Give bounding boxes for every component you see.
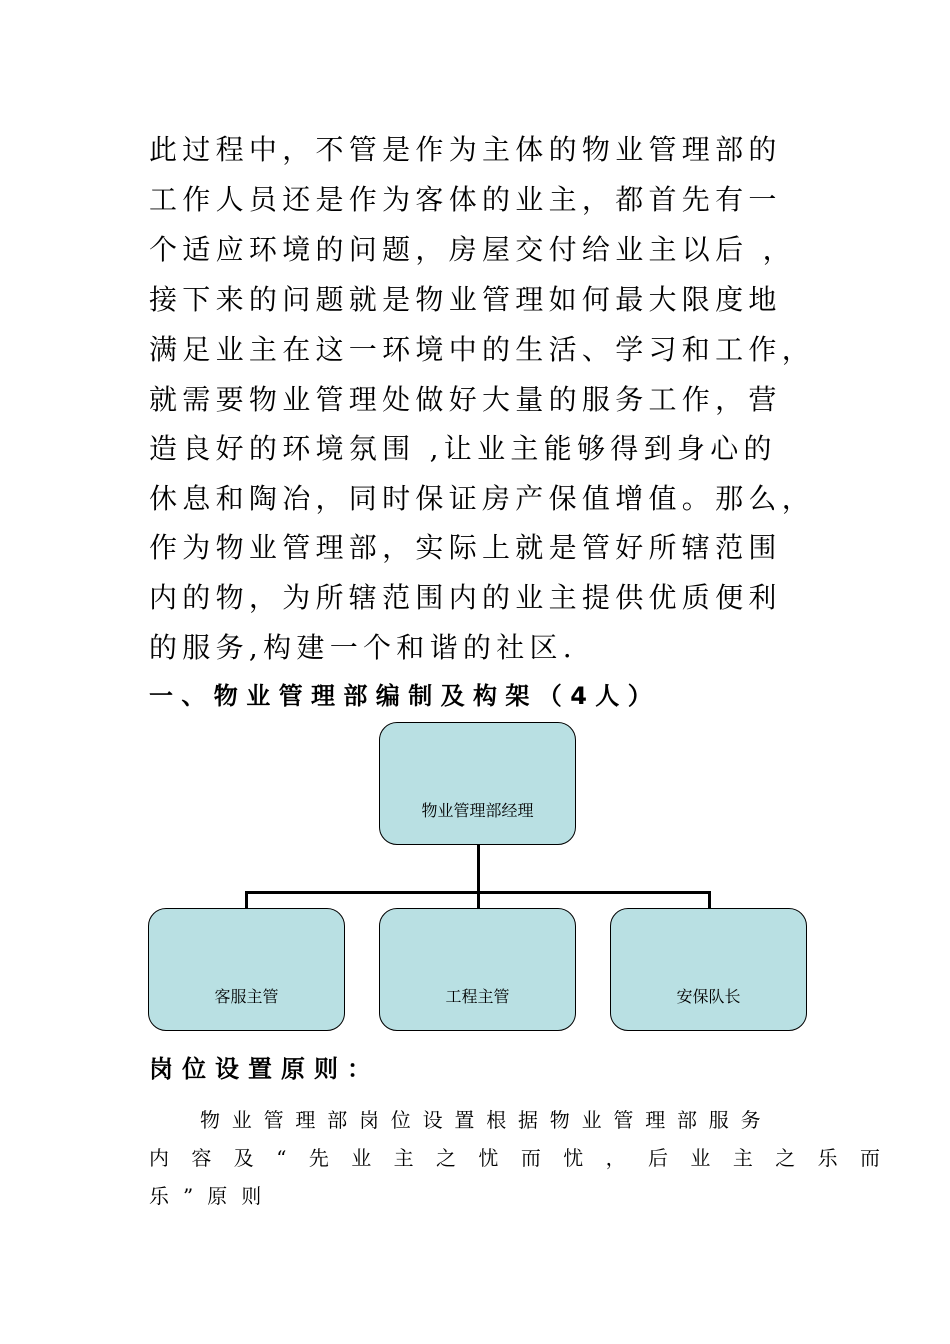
section-heading-principles: 岗位设置原则： (149, 1055, 380, 1083)
principle-line: 物业管理部岗位设置根据物业管理部服务 (200, 1108, 773, 1132)
org-chart (146, 718, 812, 1036)
org-node-label: 工程主管 (445, 987, 510, 1006)
paragraph-line: 满足业主在这一环境中的生活、学习和工作， (149, 333, 816, 366)
paragraph-line: 的服务,构建一个和谐的社区. (149, 631, 578, 664)
paragraph-line: 工作人员还是作为客体的业主，都首先有一 (149, 183, 782, 216)
paragraph-line: 个适应环境的问题，房屋交付给业主以后 ， (149, 233, 796, 266)
connector-right (708, 891, 711, 909)
paragraph-line: 此过程中，不管是作为主体的物业管理部的 (149, 133, 782, 166)
paragraph-line: 内的物，为所辖范围内的业主提供优质便利 (149, 581, 782, 614)
org-node-label: 客服主管 (214, 987, 279, 1006)
paragraph-line: 接下来的问题就是物业管理如何最大限度地 (149, 283, 782, 316)
org-node-label: 物业管理部经理 (421, 801, 534, 820)
paragraph-line: 休息和陶冶，同时保证房产保值增值。那么， (149, 482, 816, 515)
paragraph-line: 作为物业管理部，实际上就是管好所辖范围 (149, 531, 782, 564)
section-heading-structure: 一、物业管理部编制及构架（4人） (149, 682, 661, 710)
org-node-manager (379, 722, 576, 845)
org-node-engineering (379, 908, 576, 1031)
paragraph-line: 就需要物业管理处做好大量的服务工作，营 (149, 383, 782, 416)
org-node-customer-service (148, 908, 345, 1031)
connector-left (245, 891, 248, 909)
org-node-label: 安保队长 (676, 987, 741, 1006)
principle-line: 乐”原则 (149, 1184, 276, 1208)
connector-center (477, 891, 480, 909)
connector-vertical-main (477, 845, 480, 894)
paragraph-line: 造良好的环境氛围 ,让业主能够得到身心的 (149, 432, 777, 465)
principle-line: 内容及“先业主之忧而忧，后业主之乐而 (149, 1146, 903, 1170)
org-node-security (610, 908, 807, 1031)
